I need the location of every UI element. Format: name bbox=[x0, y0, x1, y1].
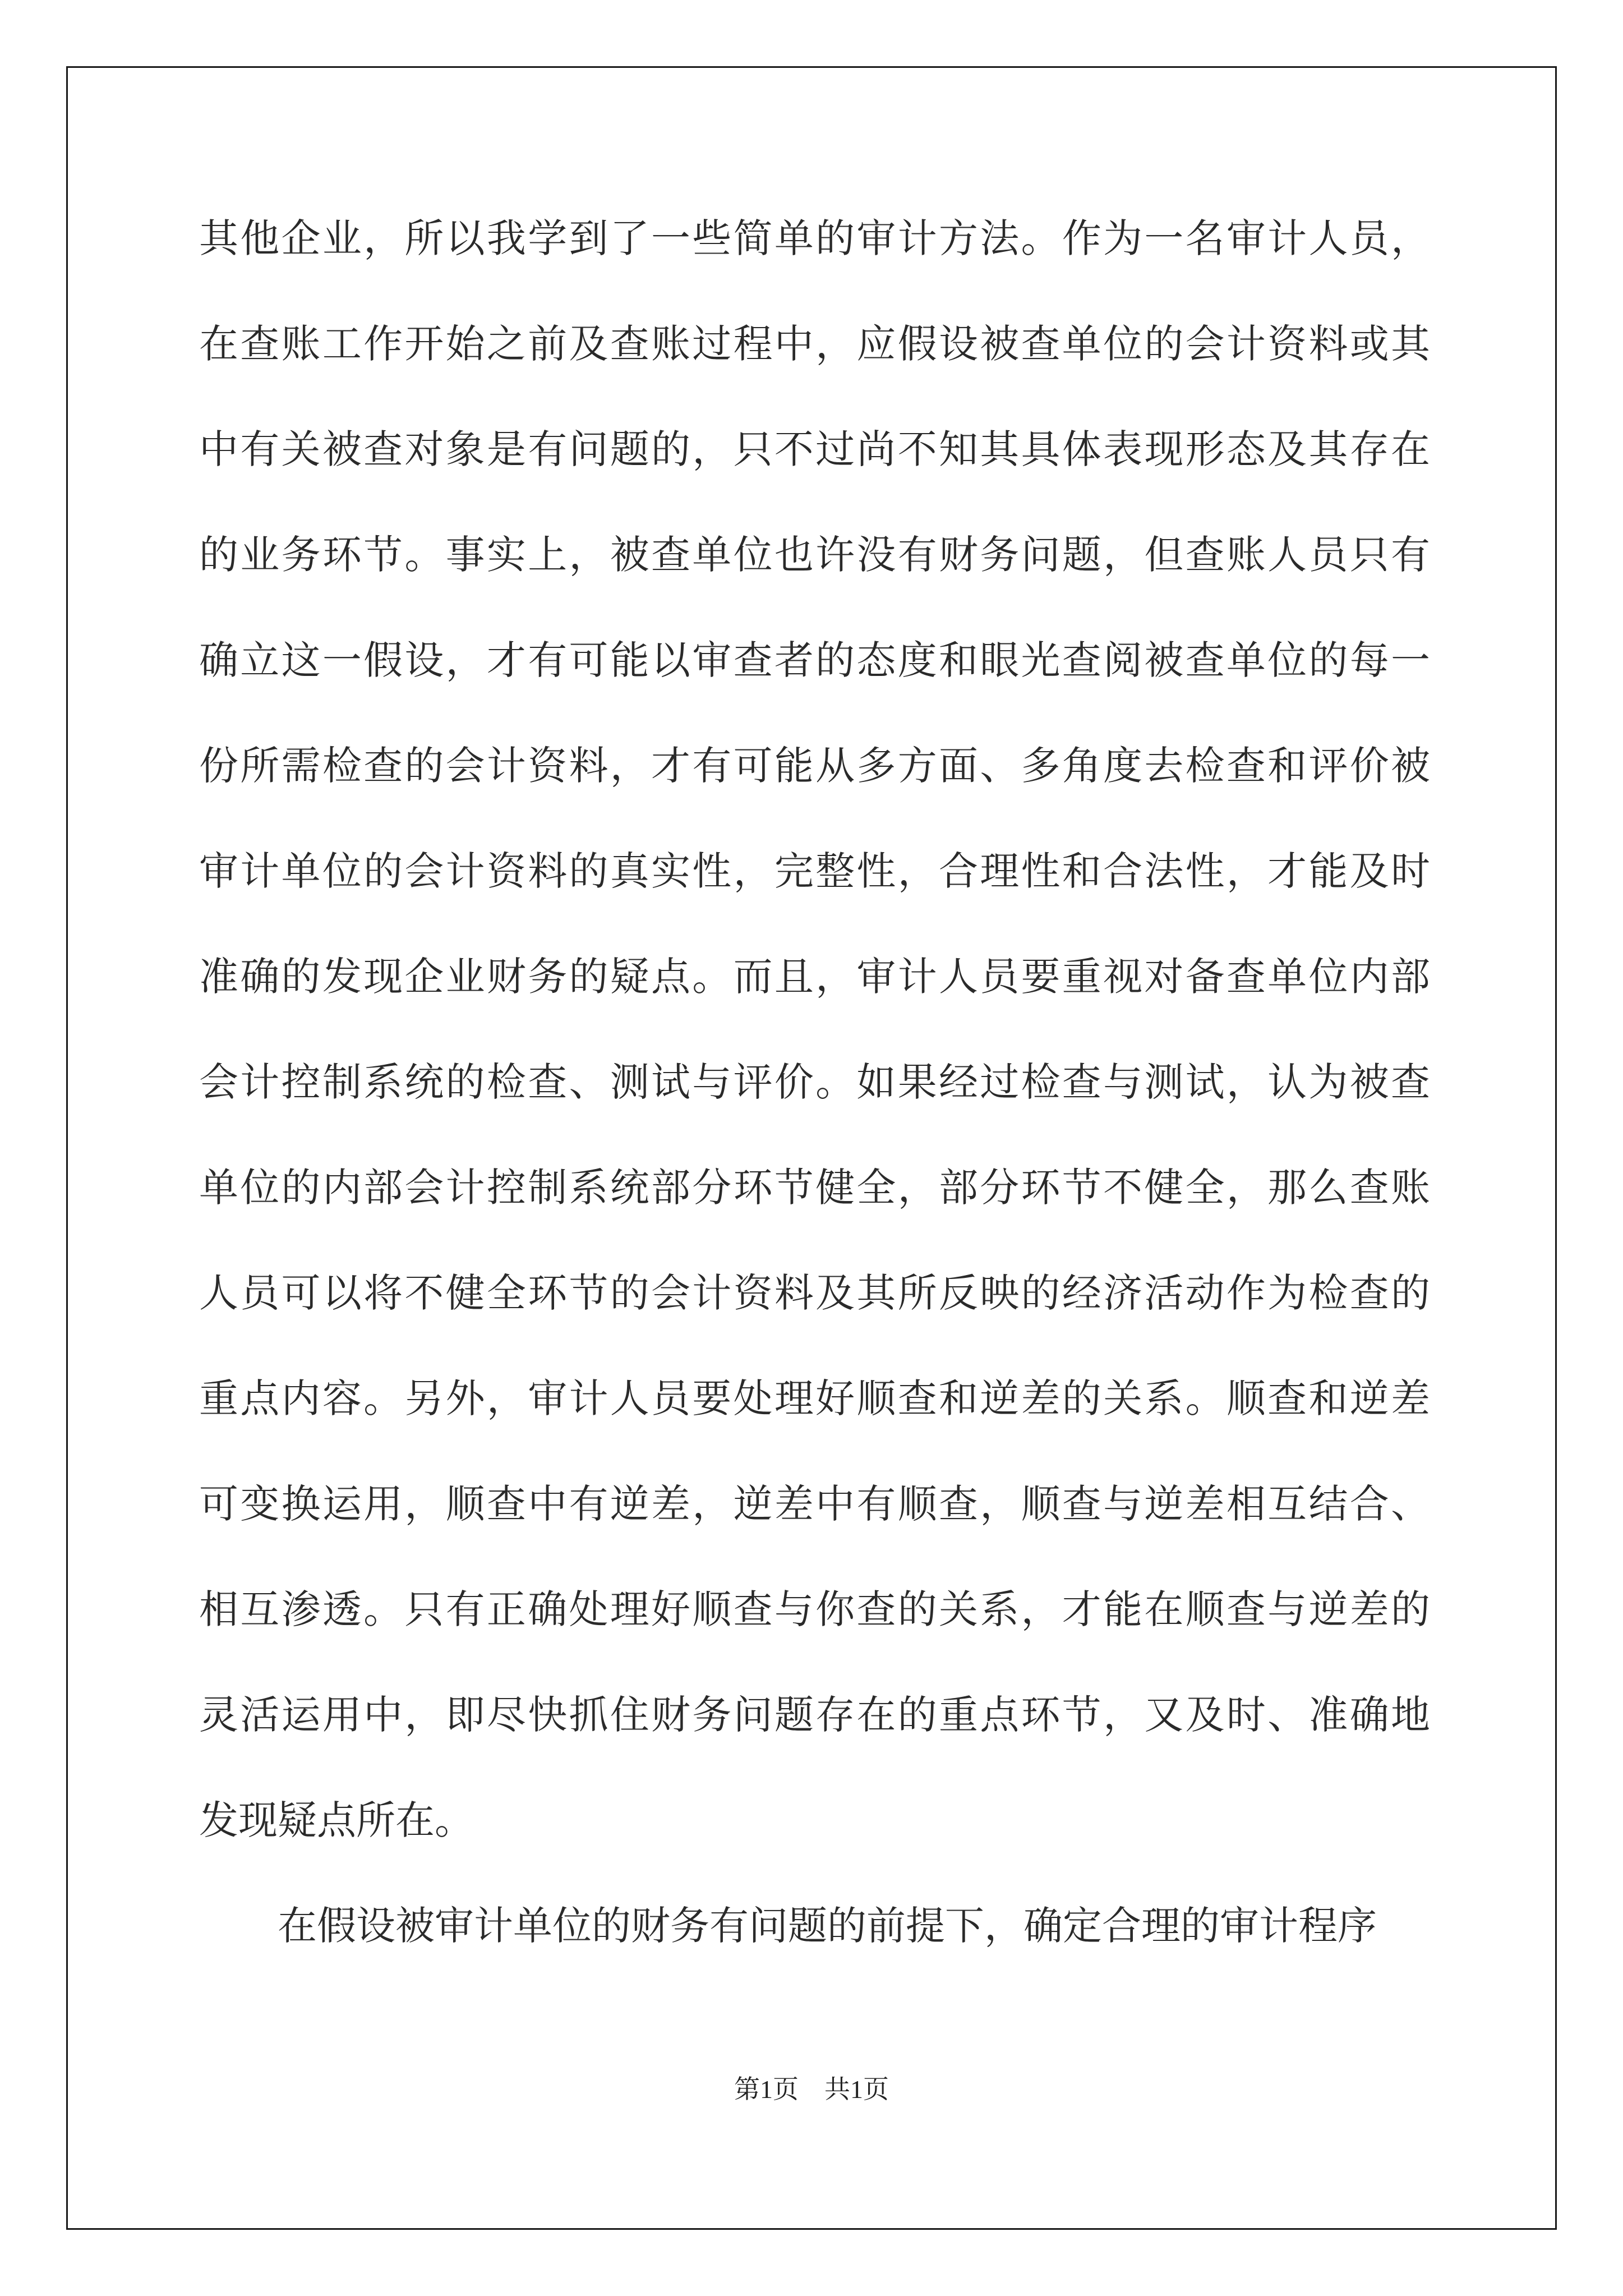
text-line: 准确的发现企业财务的疑点。而且，审计人员要重视对备查单位内部 bbox=[199, 954, 1430, 1000]
text-line: 可变换运用，顺查中有逆差，逆差中有顺查，顺查与逆差相互结合、 bbox=[199, 1481, 1430, 1527]
text-line: 单位的内部会计控制系统部分环节健全，部分环节不健全，那么查账 bbox=[199, 1165, 1430, 1211]
text-line: 的业务环节。事实上，被查单位也许没有财务问题，但查账人员只有 bbox=[199, 532, 1430, 578]
text-line: 重点内容。另外，审计人员要处理好顺查和逆差的关系。顺查和逆差 bbox=[199, 1375, 1430, 1421]
text-line: 在查账工作开始之前及查账过程中，应假设被查单位的会计资料或其 bbox=[199, 321, 1430, 367]
page-number-footer: 第1页 共1页 bbox=[734, 2075, 889, 2104]
text-line: 确立这一假设，才有可能以审查者的态度和眼光查阅被查单位的每一 bbox=[199, 637, 1430, 683]
paragraph-start-line: 在假设被审计单位的财务有问题的前提下，确定合理的审计程序 bbox=[278, 1903, 1377, 1949]
text-line: 人员可以将不健全环节的会计资料及其所反映的经济活动作为检查的 bbox=[199, 1270, 1430, 1316]
text-line: 相互渗透。只有正确处理好顺查与你查的关系，才能在顺查与逆差的 bbox=[199, 1586, 1430, 1632]
body-text bbox=[199, 208, 1430, 2000]
text-line: 份所需检查的会计资料，才有可能从多方面、多角度去检查和评价被 bbox=[199, 743, 1430, 789]
text-line: 审计单位的会计资料的真实性，完整性，合理性和合法性，才能及时 bbox=[199, 848, 1430, 894]
text-line: 中有关被查对象是有问题的，只不过尚不知其具体表现形态及其存在 bbox=[199, 426, 1430, 472]
text-line: 会计控制系统的检查、测试与评价。如果经过检查与测试，认为被查 bbox=[199, 1059, 1430, 1105]
text-line: 发现疑点所在。 bbox=[199, 1797, 474, 1843]
text-line: 其他企业，所以我学到了一些简单的审计方法。作为一名审计人员， bbox=[199, 215, 1430, 261]
text-line: 灵活运用中，即尽快抓住财务问题存在的重点环节，又及时、准确地 bbox=[199, 1692, 1430, 1738]
